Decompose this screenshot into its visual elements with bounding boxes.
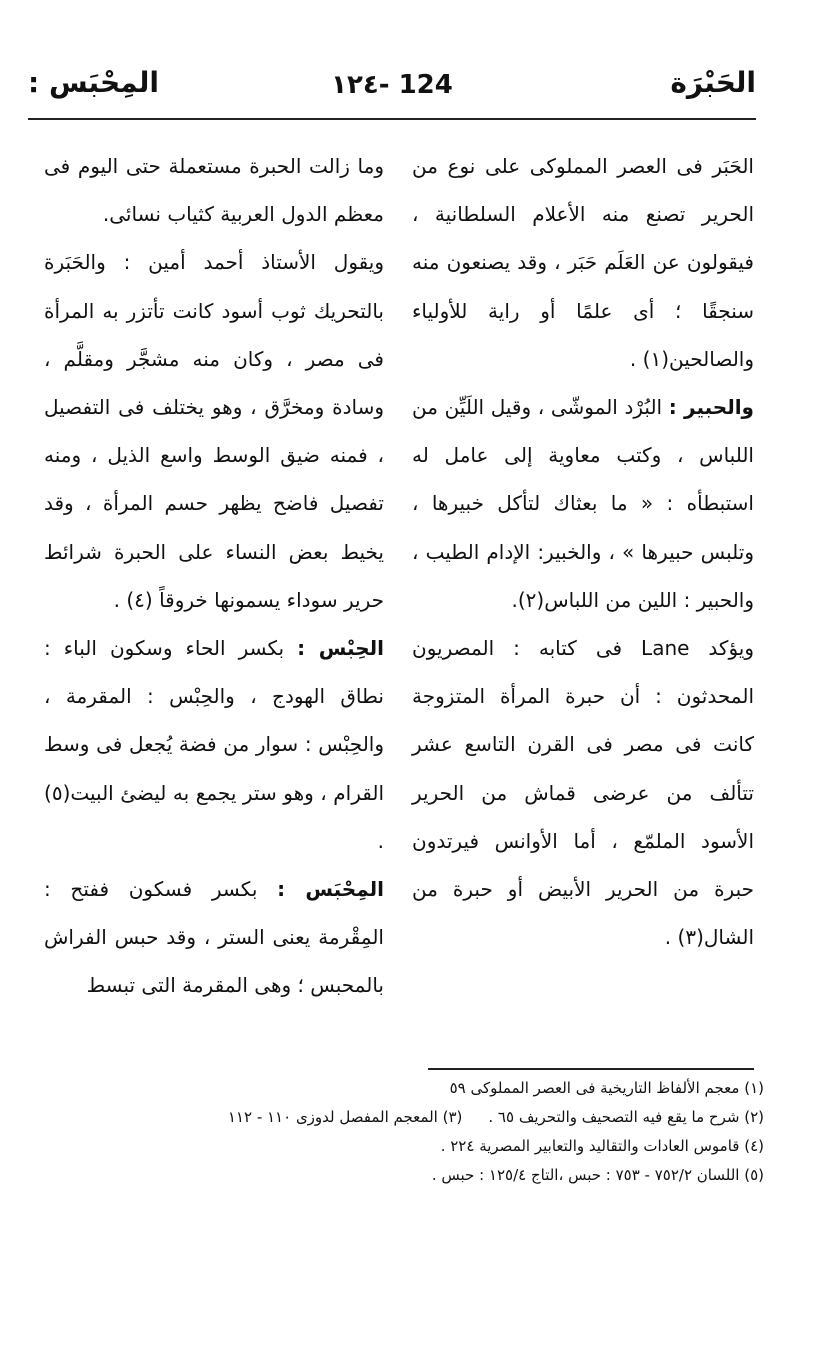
- header-entry-left: المِحْبَس :: [28, 66, 160, 99]
- term-mihbas: المِحْبَس :: [277, 877, 384, 902]
- header-rule: [28, 118, 756, 120]
- paragraph-still-used: وما زالت الحبرة مستعملة حتى اليوم فى معظم الدول العربية كثياب نسائى.: [44, 154, 384, 227]
- left-column: [44, 142, 384, 1010]
- footnote-1: (١) معجم الألفاظ التاريخية فى العصر المملوكى ٥٩: [449, 1079, 764, 1097]
- footnote-4: (٤) قاموس العادات والتقاليد والتعابير المصرية ٢٢٤ .: [440, 1137, 764, 1155]
- footnote-2: (٢) شرح ما يقع فيه التصحيف والتحريف ٦٥ .: [488, 1108, 764, 1126]
- paragraph-mihbas-text: بكسر فسكون ففتح : المِقْرمة يعنى الستر ، وقد حبس الفراش بالمحبس ؛ وهى المقرمة التى تبسط: [44, 877, 384, 998]
- paragraph-hibs: [44, 624, 384, 865]
- paragraph-ahmad-amin: ويقول الأستاذ أحمد أمين : والحَبَرة بالتحريك ثوب أسود كانت تأتزر به المرأة فى مصر ، وكان منه مشجَّر ومقلَّم ، وسادة ومخرَّق ، وهو يختلف فى التفصيل ، فمنه ضيق الوسط واسع الذيل ، ومنه تفصيل فاضح يظهر حسم المرأة ، وقد يخيط بعض النساء على الحبرة شرائط حرير سوداء يسمونها خروقاً (٤) .: [44, 250, 384, 612]
- footnote-3: (٣) المعجم المفصل لدوزى ١١٠ - ١١٢: [227, 1108, 463, 1126]
- header-entry-right: الحَبْرَة: [670, 66, 756, 99]
- paragraph-lane: ويؤكد Lane فى كتابه : المصريون المحدثون : أن حبرة المرأة المتزوجة كانت فى مصر فى القرن التاسع عشر تتألف من عرضى قماش من الحرير الأسود الملمّع ، أما الأوانس فيرتدون حبرة من الحرير الأبيض أو حبرة من الشال(٣) .: [412, 636, 755, 950]
- term-hibs: الحِبْس :: [297, 636, 384, 661]
- paragraph-habir: [412, 383, 754, 624]
- footnotes: [60, 1074, 764, 1190]
- page-number: ١٢٤- 124: [331, 70, 453, 100]
- paragraph-habar: الحَبَر فى العصر المملوكى على نوع من الحرير تصنع منه الأعلام السلطانية ، فيقولون عن العَلَم حَبَر ، وقد يصنعون منه سنجقًا ؛ أى علمًا أو راية للأولياء والصالحين(١) .: [412, 154, 754, 371]
- paragraph-mihbas: [44, 865, 384, 1010]
- term-habir: والحبير :: [668, 395, 754, 420]
- footnote-row-2-3: [60, 1103, 764, 1132]
- footnote-rule: [428, 1068, 754, 1070]
- right-column: [412, 142, 754, 961]
- paragraph-habir-text: البُرْد الموشّى ، وقيل اللَيِّن من اللباس ، وكتب معاوية إلى عامل له استبطأه : « ما بعثاك لتأكل خبيرها ، وتلبس حبيرها » ، والخبير: الإدام الطيب ، والحبير : اللين من اللباس(٢).: [412, 395, 754, 612]
- paragraph-hibs-text: بكسر الحاء وسكون الباء : نطاق الهودج ، والحِبْس : المقرمة ، والحِبْس : سوار من فضة يُجعل فى وسط القرام ، وهو ستر يجمع به ليضئ البيت(٥) .: [44, 636, 384, 853]
- page-header: [28, 62, 756, 112]
- footnote-5: (٥) اللسان ٧٥٢/٢ - ٧٥٣ : حبس ،التاج ١٢٥/٤ : حبس .: [431, 1166, 764, 1184]
